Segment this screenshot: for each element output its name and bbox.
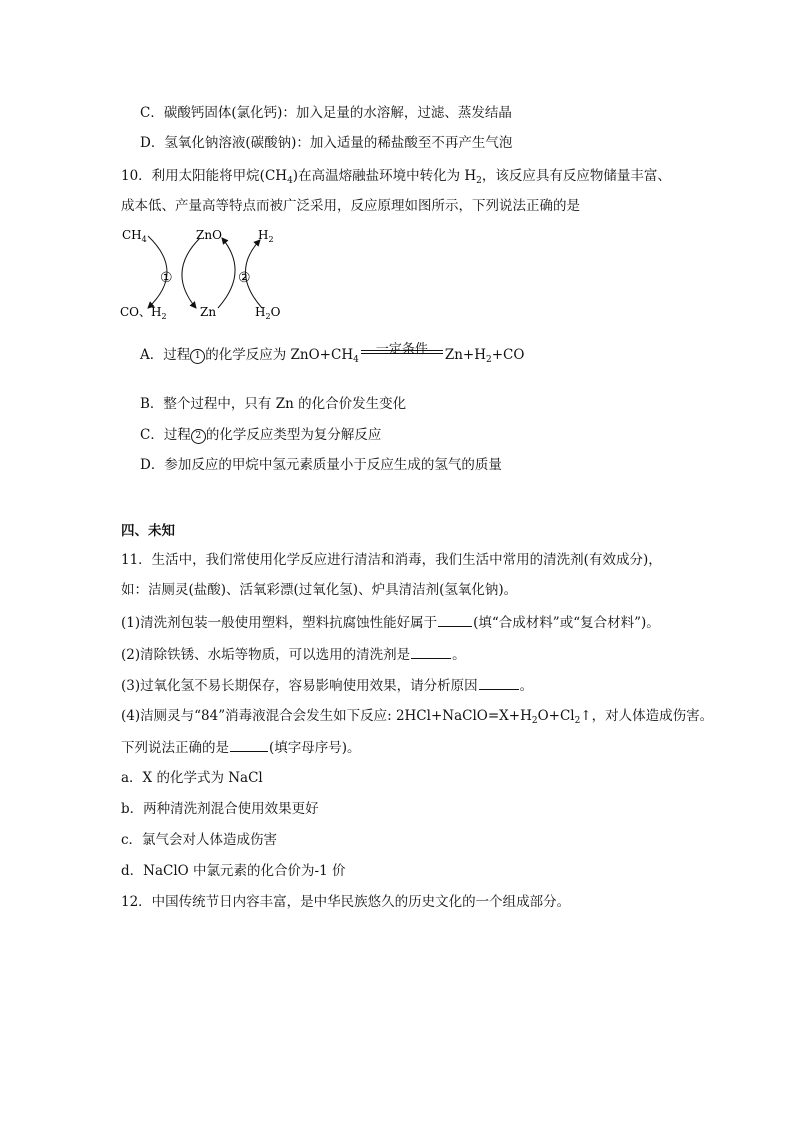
q10-option-b: B．整个过程中，只有 Zn 的化合价发生变化 — [140, 396, 407, 412]
q11-part4-line2: 下列说法正确的是 (填字母序号)。 — [121, 740, 361, 756]
q10-option-a: A．过程 1 的化学反应为 $ZnO+CH_4$ 一定条件 $Zn+H_2+CO$ — [140, 342, 525, 365]
q11-part1: (1)清洗剂包装一般使用塑料，塑料抗腐蚀性能好属于 (填“合成材料”或“复合材料”)。 — [121, 615, 660, 631]
arrow-zn-to-zno — [218, 238, 235, 308]
q11-option-c: c．氯气会对人体造成伤害 — [121, 832, 278, 848]
q11-option-b: b．两种清洗剂混合使用效果更好 — [121, 801, 319, 817]
label-zn: Zn — [200, 305, 217, 319]
q11-part4-line1: (4)洁厕灵与“84”消毒液混合会发生如下反应: $2HCl+NaClO=X+H_2O+Cl_2↑$，对人体造成伤害。 — [121, 708, 714, 726]
q10-option-d: D．参加反应的甲烷中氢元素质量小于反应生成的氢气的质量 — [140, 457, 502, 473]
answer-blank-2[interactable] — [411, 645, 451, 659]
q11-part2: (2)清除铁锈、水垢等物质，可以选用的清洗剂是 。 — [121, 647, 466, 663]
q9-option-d: D．氢氧化钠溶液(碳酸钠)：加入适量的稀盐酸至不再产生气泡 — [140, 135, 513, 151]
q9-option-c: C．碳酸钙固体(氯化钙)：加入足量的水溶解，过滤、蒸发结晶 — [140, 105, 512, 121]
label-ch4: $CH_4$ — [122, 228, 147, 244]
arrow-zno-to-zn — [182, 238, 200, 308]
q10-stem-line2: 成本低、产量高等特点而被广泛采用，反应原理如图所示，下列说法正确的是 — [121, 198, 580, 214]
answer-blank-4[interactable] — [230, 738, 268, 752]
section-heading: 四、未知 — [121, 523, 175, 539]
step-1-label: ① — [160, 270, 173, 286]
label-h2: $H_2$ — [258, 228, 274, 244]
label-h2o: $H_2O$ — [255, 305, 281, 321]
q11-stem-line1: 11．生活中，我们常使用化学反应进行清洁和消毒，我们生活中常用的清洗剂(有效成分)， — [121, 552, 662, 568]
q12-stem: 12．中国传统节日内容丰富，是中华民族悠久的历史文化的一个组成部分。 — [121, 894, 571, 910]
q11-option-a: a．X 的化学式为 NaCl — [121, 770, 263, 786]
answer-blank-1[interactable] — [438, 613, 472, 627]
q11-part3: (3)过氧化氢不易长期保存，容易影响使用效果，请分析原因 。 — [121, 678, 534, 694]
label-co-h2: CO、$H_2$ — [120, 305, 167, 321]
q10-option-c: C．过程 2 的化学反应类型为复分解反应 — [140, 427, 382, 443]
reaction-cycle-diagram — [118, 222, 298, 322]
q11-option-d: d．NaClO 中氯元素的化合价为-1 价 — [121, 863, 346, 879]
q11-stem-line2: 如：洁厕灵(盐酸)、活氧彩漂(过氧化氢)、炉具清洁剂(氢氧化钠)。 — [121, 582, 518, 598]
label-zno: ZnO — [196, 228, 222, 242]
reaction-condition: 一定条件 — [361, 355, 443, 359]
answer-blank-3[interactable] — [479, 676, 519, 690]
q10-stem-line1: 10．利用太阳能将甲烷$(CH_4)$在高温熔融盐环境中转化为 $H_2$，该反应具有反应物储量丰富、 — [121, 168, 671, 186]
step-2-label: ② — [238, 270, 251, 286]
